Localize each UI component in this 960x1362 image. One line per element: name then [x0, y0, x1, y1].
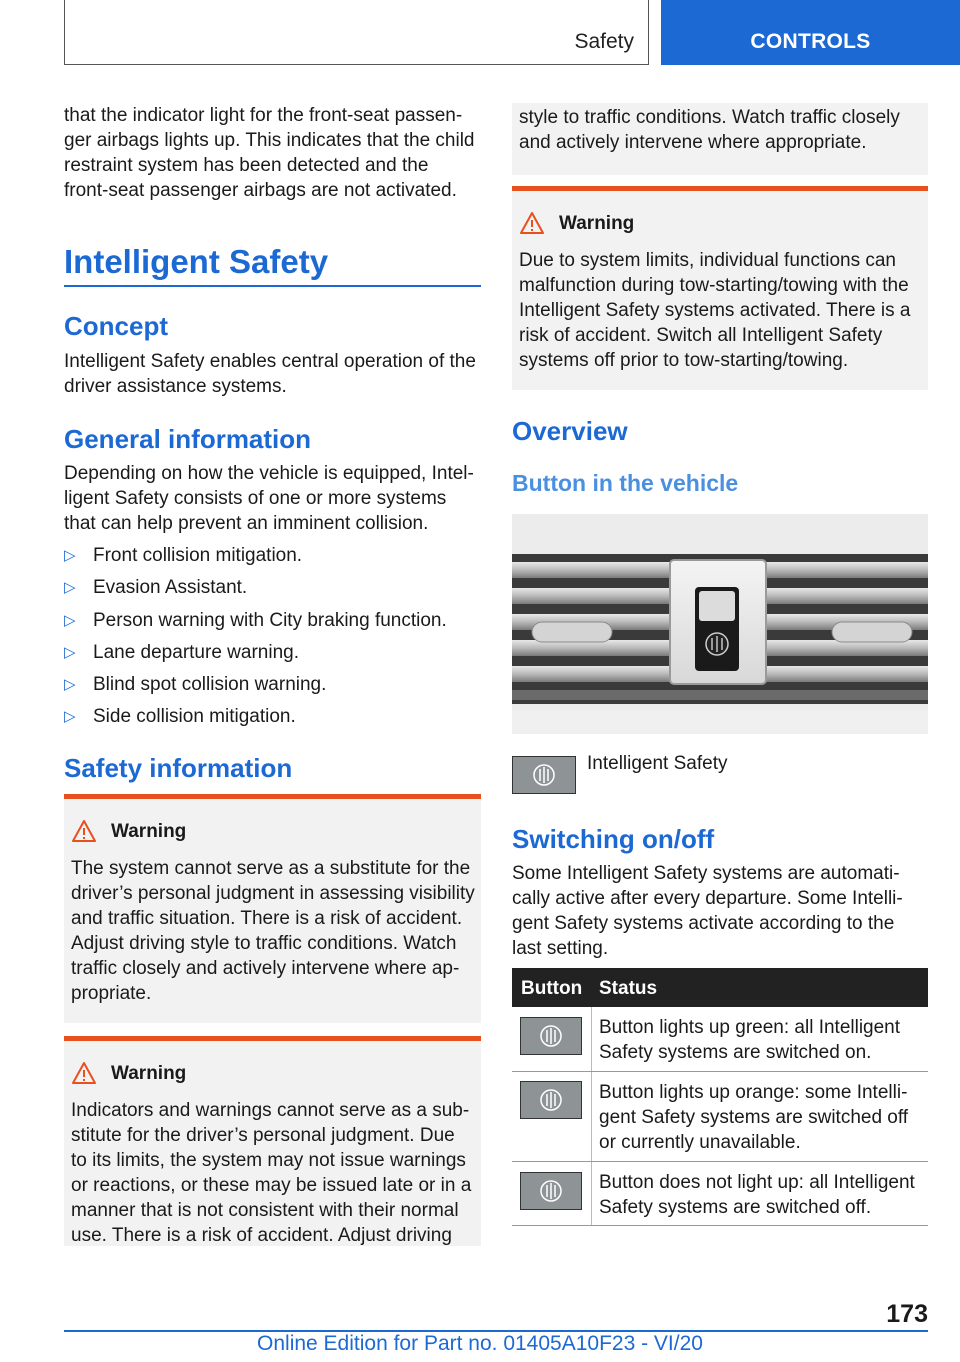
warning-box — [64, 794, 481, 1023]
page-number: 173 — [886, 1300, 928, 1328]
warning-title: Warning — [111, 1063, 187, 1084]
column-header-status: Status — [599, 978, 658, 999]
button-icon-green — [520, 1017, 582, 1055]
general-info-paragraph: Depending on how the vehicle is equipped, Intel- ligent Safety consists of one or more systems that can help prevent an imminent collision. — [64, 463, 474, 534]
bullet-triangle-icon: ▷ — [64, 708, 76, 725]
warning-triangle-icon — [519, 211, 545, 235]
table-row: Button lights up orange: some Intelli- gent Safety systems are switched off or currently unavailable. — [599, 1082, 909, 1153]
shield-lines-icon — [521, 1173, 581, 1209]
shield-lines-icon — [521, 1018, 581, 1054]
header-section-label: Safety — [574, 30, 634, 53]
title-divider — [64, 285, 481, 287]
warning-box — [64, 1036, 481, 1246]
status-table-header — [512, 968, 928, 1007]
shield-lines-icon — [513, 757, 575, 793]
table-row: Button lights up green: all Intelligent Safety systems are switched on. — [599, 1017, 901, 1063]
bullet-triangle-icon: ▷ — [64, 612, 76, 629]
general-info-heading: General information — [64, 424, 312, 454]
button-in-vehicle-heading: Button in the vehicle — [512, 470, 739, 496]
concept-heading: Concept — [64, 311, 168, 341]
button-icon-off — [520, 1172, 582, 1210]
bullet-triangle-icon: ▷ — [64, 547, 76, 564]
icon-caption: Intelligent Safety — [587, 753, 728, 774]
bullet-triangle-icon: ▷ — [64, 676, 76, 693]
safety-info-heading: Safety information — [64, 753, 293, 783]
page-title: Intelligent Safety — [64, 243, 329, 280]
intelligent-safety-icon — [512, 756, 576, 794]
warning-text: The system cannot serve as a substitute for the driver’s personal judgment in assessing visibility and traffic situation. There is a risk of accident. Adjust driving style to traffic conditions. Watch traffic closely and actively intervene where ap- propriate. — [71, 858, 475, 1004]
table-row-divider — [512, 1225, 928, 1226]
warning-text: Indicators and warnings cannot serve as a sub- stitute for the driver’s personal judgment. Due to its limits, the system may not issue warnings or reactions, or these may be issued late or in a manner that is not consistent with their normal use. There is a risk of accident. Adjust driving — [71, 1100, 472, 1246]
shield-lines-icon — [521, 1082, 581, 1118]
bullet-triangle-icon: ▷ — [64, 579, 76, 596]
button-icon-orange — [520, 1081, 582, 1119]
column-header-button: Button — [521, 978, 583, 999]
warning-triangle-icon — [71, 819, 97, 843]
table-row-divider — [512, 1071, 928, 1072]
concept-paragraph: Intelligent Safety enables central operation of the driver assistance systems. — [64, 351, 476, 397]
header-chapter-tab — [661, 0, 960, 65]
intro-paragraph: that the indicator light for the front-seat passen- ger airbags lights up. This indicates that the child restraint system has been detected and the front-seat passenger airbags are not activated. — [64, 105, 475, 201]
switching-paragraph: Some Intelligent Safety systems are automati- cally active after every departure. Some Intelli- gent Safety systems activate according to the last setting. — [512, 863, 903, 959]
vehicle-button-photo — [512, 514, 928, 734]
overview-heading: Overview — [512, 416, 628, 446]
warning-triangle-icon — [71, 1061, 97, 1085]
warning-text: Due to system limits, individual functions can malfunction during tow-starting/towing with the Intelligent Safety systems activated. There is a risk of accident. Switch all Intelligent Safety systems off prior to tow-starting/towing. — [519, 250, 911, 371]
warning-continuation-box — [512, 103, 928, 175]
warning-title: Warning — [559, 213, 635, 234]
header-chapter-label: CONTROLS — [750, 30, 871, 53]
table-row: Button does not light up: all Intelligent Safety systems are switched off. — [599, 1172, 915, 1218]
warning-continuation-text: style to traffic conditions. Watch traffic closely and actively intervene where appropriate. — [519, 107, 900, 153]
warning-title: Warning — [111, 821, 187, 842]
header-section-tab — [64, 0, 649, 65]
warning-box — [512, 186, 928, 390]
footer-edition: Online Edition for Part no. 01405A10F23 - VI/20 — [257, 1332, 703, 1355]
table-row-divider — [512, 1161, 928, 1162]
bullet-triangle-icon: ▷ — [64, 644, 76, 661]
table-column-divider — [591, 1007, 592, 1225]
switching-heading: Switching on/off — [512, 824, 715, 854]
